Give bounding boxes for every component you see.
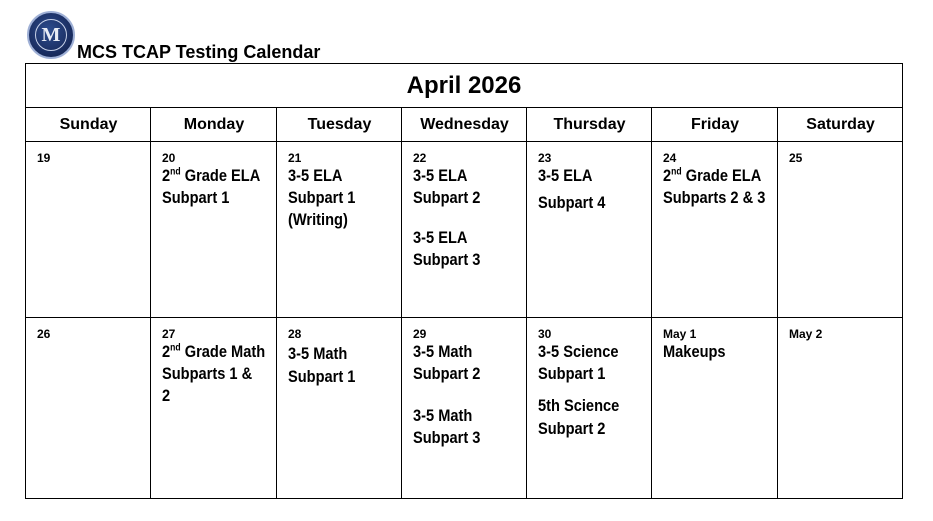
test-entry: Makeups [663, 342, 726, 361]
day-number: 23 [538, 151, 552, 165]
test-entry-line: Subpart 1 [288, 188, 356, 207]
day-cell [277, 318, 401, 499]
test-entry: 2nd Grade Math [162, 342, 266, 361]
day-cell [402, 318, 526, 499]
test-entry: 3-5 ELA [538, 166, 593, 185]
day-number: 19 [37, 151, 51, 165]
calendar-table [25, 63, 903, 499]
test-entry: 3-5 ELA [413, 166, 468, 185]
page-title: MCS TCAP Testing Calendar [77, 42, 321, 62]
day-cell [26, 142, 150, 317]
test-entry: 2nd Grade ELA [663, 166, 762, 185]
weekday-tuesday: Tuesday [307, 116, 372, 133]
month-title: April 2026 [26, 64, 902, 108]
day-number: May 1 [663, 327, 697, 341]
day-cell [402, 142, 526, 317]
test-entry-line: (Writing) [288, 210, 348, 229]
day-cell [652, 142, 777, 317]
test-entry: 3-5 Math [413, 342, 473, 361]
day-cell [778, 318, 903, 499]
weekday-thursday: Thursday [553, 116, 626, 133]
test-entry-line: Subparts 2 & 3 [663, 188, 766, 207]
test-entry: 3-5 Math [413, 406, 473, 425]
test-entry-line: Subpart 1 [288, 367, 356, 386]
test-entry: 3-5 Science [538, 342, 619, 361]
day-number: May 2 [789, 327, 823, 341]
day-number: 24 [663, 151, 677, 165]
test-entry-line: Subpart 3 [413, 428, 481, 447]
test-entry: 5th Science [538, 396, 620, 415]
day-cell [527, 142, 651, 317]
logo-letter: M [41, 24, 61, 46]
day-cell [151, 142, 276, 317]
test-entry-line: Subpart 3 [413, 250, 481, 269]
test-entry: 3-5 ELA [288, 166, 343, 185]
day-cell [778, 142, 903, 317]
day-cell [26, 318, 150, 499]
test-entry-line: 2 [162, 386, 171, 405]
test-entry-line: Subpart 2 [413, 364, 481, 383]
day-cell [652, 318, 777, 499]
test-entry: 2nd Grade ELA [162, 166, 261, 185]
weekday-friday: Friday [690, 116, 739, 133]
day-number: 21 [288, 151, 302, 165]
test-entry-line: Subparts 1 & [162, 364, 253, 383]
test-entry: 3-5 Math [288, 344, 348, 363]
day-cell [527, 318, 651, 499]
day-number: 20 [162, 151, 176, 165]
weekday-wednesday: Wednesday [420, 116, 509, 133]
day-cell [151, 318, 276, 499]
day-number: 22 [413, 151, 427, 165]
weekday-saturday: Saturday [806, 116, 875, 133]
day-number: 26 [37, 327, 51, 341]
test-entry: 3-5 ELA [413, 228, 468, 247]
test-entry-line: Subpart 1 [162, 188, 230, 207]
day-number: 25 [789, 151, 803, 165]
test-entry-line: Subpart 1 [538, 364, 606, 383]
day-number: 27 [162, 327, 176, 341]
day-cell [277, 142, 401, 317]
weekday-header-row [26, 108, 902, 142]
day-number: 29 [413, 327, 427, 341]
test-entry-line: Subpart 4 [538, 193, 606, 212]
weekday-monday: Monday [183, 116, 245, 133]
weekday-sunday: Sunday [59, 116, 118, 133]
school-logo [27, 11, 75, 59]
test-entry-line: Subpart 2 [538, 419, 606, 438]
test-entry-line: Subpart 2 [413, 188, 481, 207]
day-number: 30 [538, 327, 552, 341]
day-number: 28 [288, 327, 302, 341]
